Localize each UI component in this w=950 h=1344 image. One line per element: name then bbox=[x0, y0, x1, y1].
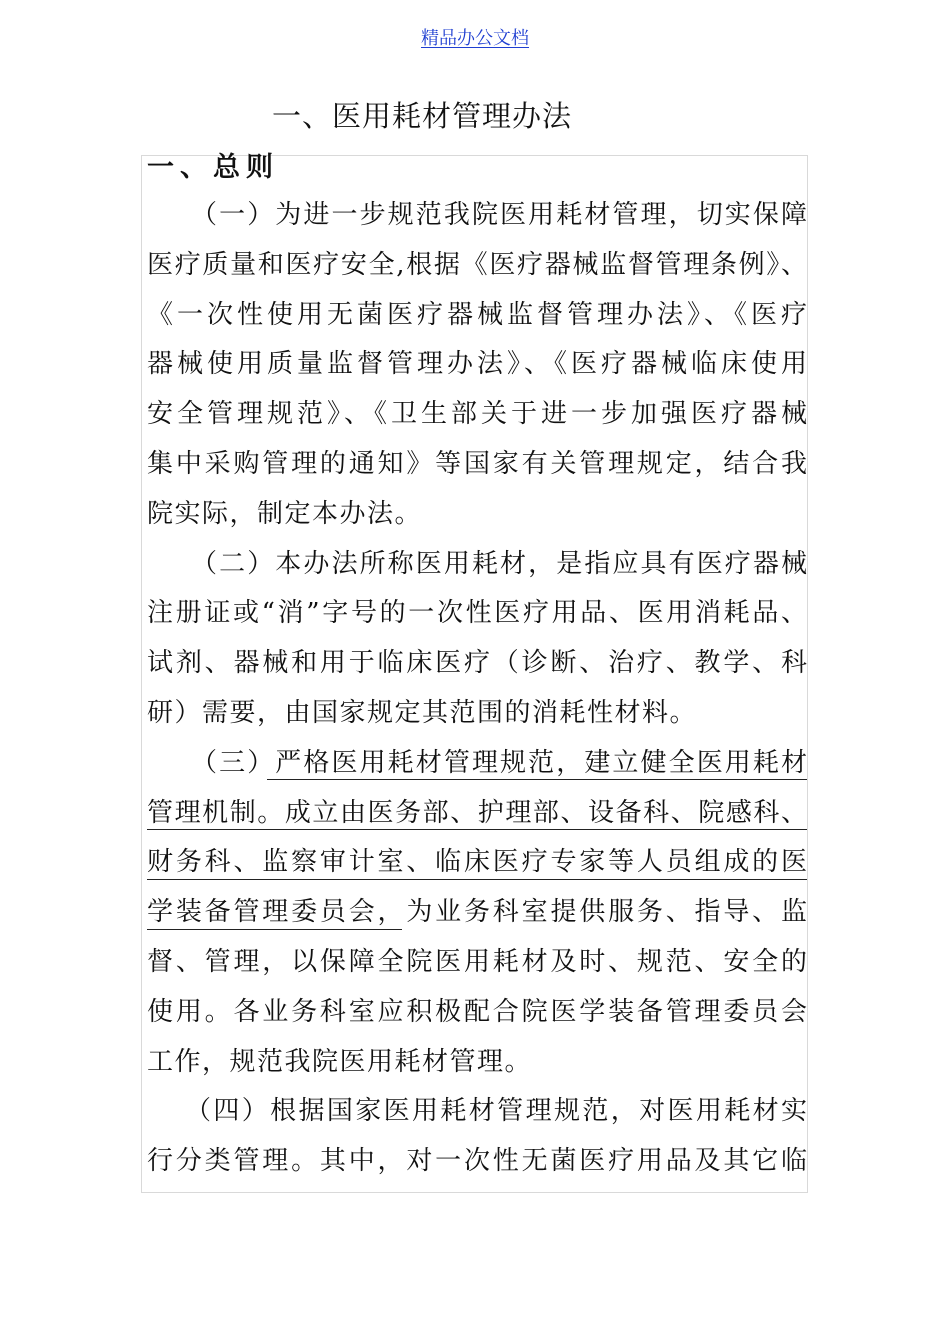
text-line: 使用。各业务科室应积极配合院医学装备管理委员会 bbox=[147, 996, 807, 1027]
text-line: 学装备管理委员会，为业务科室提供服务、指导、监 bbox=[147, 897, 807, 928]
underline-mark bbox=[267, 779, 807, 781]
text-line: 行分类管理。其中，对一次性无菌医疗用品及其它临 bbox=[147, 1146, 807, 1177]
paragraph-1 bbox=[147, 191, 807, 540]
text-line: 工作，规范我院医用耗材管理。 bbox=[147, 1046, 533, 1077]
text-line: 管理机制。成立由医务部、护理部、设备科、院感科、 bbox=[147, 797, 807, 828]
document-title: 一、医用耗材管理办法 bbox=[272, 99, 573, 133]
text-line: 研）需要，由国家规定其范围的消耗性材料。 bbox=[147, 697, 698, 728]
text-line: 注册证或“消”字号的一次性医疗用品、医用消耗品、 bbox=[147, 598, 807, 629]
text-line: （四）根据国家医用耗材管理规范，对医用耗材实 bbox=[185, 1096, 807, 1127]
header-link[interactable]: 精品办公文档 bbox=[421, 28, 529, 49]
underline-mark bbox=[147, 879, 807, 881]
text-line: 安全管理规范》、《卫生部关于进一步加强医疗器械 bbox=[147, 399, 807, 430]
section-heading: 一、总则 bbox=[147, 152, 279, 183]
text-line: 医疗质量和医疗安全,根据《医疗器械监督管理条例》、 bbox=[147, 249, 807, 280]
text-line: （三）严格医用耗材管理规范，建立健全医用耗材 bbox=[191, 747, 807, 778]
paragraph-3 bbox=[147, 739, 807, 1088]
text-line: 财务科、监察审计室、临床医疗专家等人员组成的医 bbox=[147, 847, 807, 878]
underline-mark bbox=[147, 929, 402, 931]
text-line: 《一次性使用无菌医疗器械监督管理办法》、《医疗 bbox=[147, 299, 807, 330]
text-line: 试剂、器械和用于临床医疗（诊断、治疗、教学、科 bbox=[147, 648, 807, 679]
text-line: 器械使用质量监督管理办法》、《医疗器械临床使用 bbox=[147, 349, 807, 380]
text-line: 院实际，制定本办法。 bbox=[147, 498, 423, 529]
underline-mark bbox=[147, 829, 807, 831]
text-line: （一）为进一步规范我院医用耗材管理，切实保障 bbox=[191, 200, 807, 230]
paragraph-2 bbox=[147, 540, 807, 739]
body-text bbox=[147, 191, 807, 1187]
text-line: 督、管理，以保障全院医用耗材及时、规范、安全的 bbox=[147, 946, 807, 977]
paragraph-4 bbox=[147, 1087, 807, 1187]
text-line: （二）本办法所称医用耗材，是指应具有医疗器械 bbox=[191, 548, 807, 579]
text-line: 集中采购管理的通知》等国家有关管理规定，结合我 bbox=[147, 448, 807, 479]
